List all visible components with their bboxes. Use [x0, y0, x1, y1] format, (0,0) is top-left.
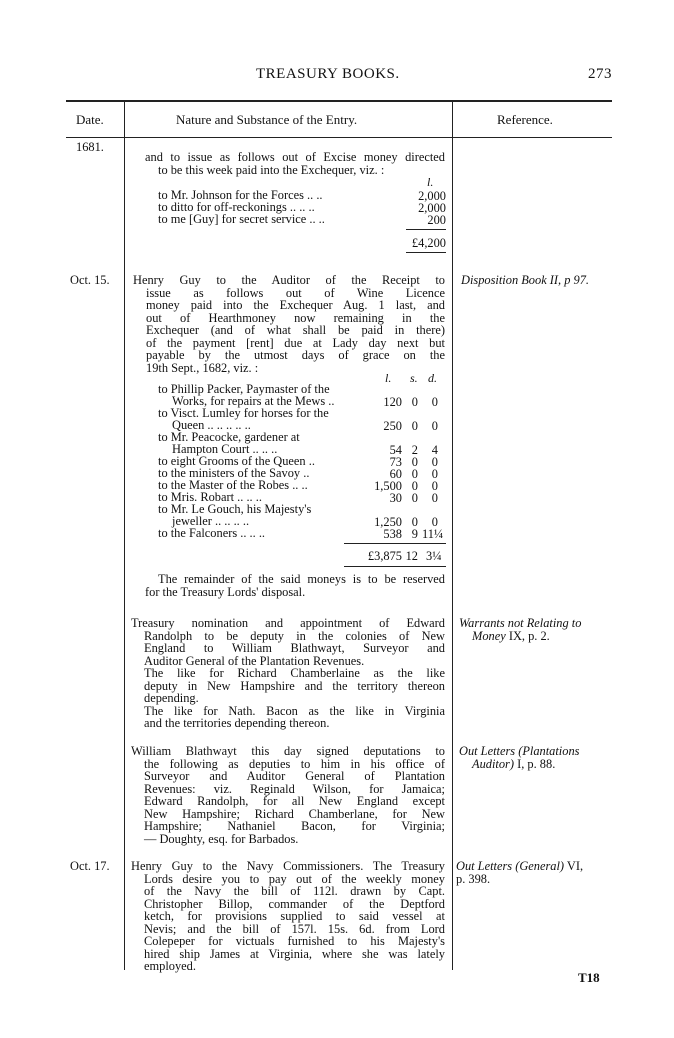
text-line: and to issue as follows out of Excise money directed	[145, 150, 445, 164]
text-line: Henry Guy to the Auditor of the Receipt to	[133, 273, 445, 287]
page-number: 273	[588, 66, 612, 82]
entry-text	[145, 573, 445, 598]
list-item: to the ministers of the Savoy ..	[158, 466, 310, 480]
reference-page: VI,	[564, 859, 584, 873]
text-line: — Doughty, esq. for Barbados.	[144, 831, 299, 846]
text-line: England to William Blathwayt, Surveyor and	[144, 641, 445, 655]
entry-date: Oct. 15.	[70, 273, 110, 287]
amount-pounds: 1,500	[374, 479, 402, 493]
column-divider-left	[124, 100, 125, 970]
currency-unit: d.	[428, 371, 437, 385]
text-line: deputy in New Hampshire and the territory thereon	[144, 678, 445, 693]
text-line: Lords desire you to pay out of the weekly money	[144, 871, 445, 886]
text-line: to be this week paid into the Exchequer, viz. :	[158, 162, 385, 177]
reference-title: Warrants not Relating to	[459, 616, 582, 630]
total-pounds: £3,875	[367, 549, 402, 563]
sum-rule	[406, 252, 446, 253]
amount-shillings: 0	[411, 455, 418, 469]
text-line: 19th Sept., 1682, viz. :	[146, 360, 259, 375]
amount-pence: 11¼	[422, 527, 444, 541]
reference-title: Auditor)	[472, 756, 514, 771]
amount: 2,000	[418, 189, 446, 203]
entry-reference	[456, 860, 611, 885]
column-header-date: Date.	[76, 112, 104, 127]
text-line: ketch, for provisions supplied to said vessel at	[144, 909, 445, 923]
text-line: payable by the utmost days of grace on the	[146, 348, 445, 362]
list-item: to eight Grooms of the Queen ..	[158, 454, 315, 468]
entry-text	[131, 860, 445, 973]
list-item: to Phillip Packer, Paymaster of the	[158, 382, 330, 396]
amount-shillings: 0	[411, 479, 418, 493]
entry-text	[131, 745, 445, 845]
text-line: money paid into the Exchequer Aug. 1 last, and	[146, 298, 445, 312]
list-item: Works, for repairs at the Mews ..	[172, 394, 335, 408]
amount: 200	[427, 213, 446, 227]
text-line: Treasury nomination and appointment of Edward	[131, 616, 445, 630]
amount-pounds: 538	[383, 527, 402, 541]
reference-page: I, p. 88.	[514, 756, 556, 771]
text-line: and the territories depending thereon.	[144, 716, 330, 730]
list-item: to the Master of the Robes .. ..	[158, 478, 308, 492]
list-item: to me [Guy] for secret service .. ..	[158, 212, 325, 226]
amount-shillings: 2	[411, 443, 418, 457]
text-line: hired ship James at Virginia, where she was lately	[144, 946, 445, 961]
amount-pence: 0	[431, 467, 438, 481]
entry-reference	[459, 745, 609, 770]
text-line: William Blathwayt this day signed deputations to	[131, 744, 445, 758]
column-divider-right	[452, 100, 453, 970]
amount-shillings: 0	[411, 515, 418, 529]
reference-page: IX, p. 2.	[505, 628, 550, 643]
text-line: Edward Randolph, for all New England except	[144, 794, 445, 808]
column-header-reference: Reference.	[497, 112, 553, 127]
column-header-nature: Nature and Substance of the Entry.	[176, 112, 358, 127]
amount-pounds: 30	[389, 491, 402, 505]
reference-title: Out Letters (General)	[456, 859, 565, 873]
text-line: Revenues: viz. Reginald Wilson, for Jamaica;	[144, 781, 445, 796]
text-line: The like for Nath. Bacon as the like in Virginia	[144, 703, 445, 718]
text-line: Surveyor and Auditor General of Plantation	[144, 769, 445, 783]
amount-pence: 0	[431, 455, 438, 469]
reference-text: Disposition Book II, p 97.	[461, 273, 590, 287]
list-item: Queen .. .. .. .. ..	[172, 418, 251, 432]
list-item: to Mr. Le Gouch, his Majesty's	[158, 502, 312, 516]
list-item: to Visct. Lumley for horses for the	[158, 406, 329, 420]
total-amount: £4,200	[411, 236, 446, 250]
amount: 2,000	[418, 201, 446, 215]
entry-reference	[459, 617, 609, 642]
amount-shillings: 0	[411, 491, 418, 505]
text-line: The remainder of the said moneys is to be reserved	[158, 572, 445, 586]
text-line: Exchequer (and of what shall be paid in there)	[146, 323, 445, 337]
running-title: TREASURY BOOKS.	[256, 66, 400, 82]
entry-date: Oct. 17.	[70, 859, 110, 873]
currency-unit: l.	[427, 175, 434, 189]
amount-pounds: 1,250	[374, 515, 402, 529]
currency-unit: s.	[410, 371, 418, 385]
sum-rule	[344, 566, 446, 567]
signature-mark: T18	[578, 970, 600, 985]
currency-unit: l.	[385, 371, 392, 385]
text-line: of the payment [rent] due at Lady day next but	[146, 335, 445, 350]
amount-pounds: 73	[389, 455, 402, 469]
amount-pounds: 54	[389, 443, 402, 457]
text-line: Nevis; and the bill of 157l. 15s. 6d. from Lord	[144, 921, 445, 936]
text-line: New Hampshire; Richard Chamberlane, for New	[144, 806, 445, 821]
entry-text	[133, 274, 445, 374]
amount-pence: 0	[431, 395, 438, 409]
amount-pence: 0	[431, 515, 438, 529]
list-item: to the Falconers .. .. ..	[158, 526, 266, 540]
total-pence: 3¼	[426, 549, 442, 563]
text-line: Colepeper for victuals furnished to his Majesty's	[144, 934, 445, 948]
entry-text	[145, 151, 445, 176]
reference-page: p. 398.	[456, 871, 491, 886]
sum-rule	[344, 543, 446, 544]
top-rule	[66, 100, 612, 102]
list-item: to Mr. Johnson for the Forces .. ..	[158, 188, 323, 202]
amount-pence: 0	[431, 479, 438, 493]
amount-shillings: 0	[411, 395, 418, 409]
entry-date: 1681.	[76, 140, 104, 154]
sum-rule	[406, 229, 446, 230]
text-line: Auditor General of the Plantation Revenues.	[144, 653, 365, 668]
text-line: Hampshire; Nathaniel Bacon, for Virginia;	[144, 819, 445, 833]
text-line: the following as deputies to him in his office of	[144, 756, 445, 771]
text-line: out of Hearthmoney now remaining in the	[146, 310, 445, 325]
reference-title: Money	[472, 628, 506, 643]
amount-shillings: 0	[411, 419, 418, 433]
list-item: to Mr. Peacocke, gardener at	[158, 430, 300, 444]
amount-shillings: 0	[411, 467, 418, 481]
amount-pounds: 250	[383, 419, 402, 433]
text-line: The like for Richard Chamberlaine as the like	[144, 666, 445, 680]
list-item: to ditto for off-reckonings .. .. ..	[158, 200, 315, 214]
text-line: employed.	[144, 959, 196, 973]
text-line: Henry Guy to the Navy Commissioners. The Treasury	[131, 859, 445, 873]
text-line: of the Navy the bill of 112l. drawn by Capt.	[144, 884, 445, 898]
amount-shillings: 9	[411, 527, 418, 541]
list-item: jeweller .. .. .. ..	[172, 514, 250, 528]
list-item: Hampton Court .. .. ..	[172, 442, 278, 456]
amount-pounds: 120	[383, 395, 402, 409]
list-item: to Mris. Robart .. .. ..	[158, 490, 262, 504]
amount-pence: 4	[431, 443, 438, 457]
text-line: for the Treasury Lords' disposal.	[145, 584, 306, 599]
total-shillings: 12	[405, 549, 418, 563]
text-line: issue as follows out of Wine Licence	[146, 285, 445, 300]
amount-pence: 0	[431, 419, 438, 433]
amount-pence: 0	[431, 491, 438, 505]
entry-reference	[461, 274, 589, 287]
text-line: Randolph to be deputy in the colonies of New	[144, 628, 445, 643]
reference-title: Out Letters (Plantations	[459, 744, 580, 758]
entry-text	[131, 617, 445, 730]
amount-pounds: 60	[389, 467, 402, 481]
header-rule	[66, 137, 612, 138]
text-line: Christopher Billop, commander of the Deptford	[144, 896, 445, 911]
text-line: depending.	[144, 691, 199, 705]
